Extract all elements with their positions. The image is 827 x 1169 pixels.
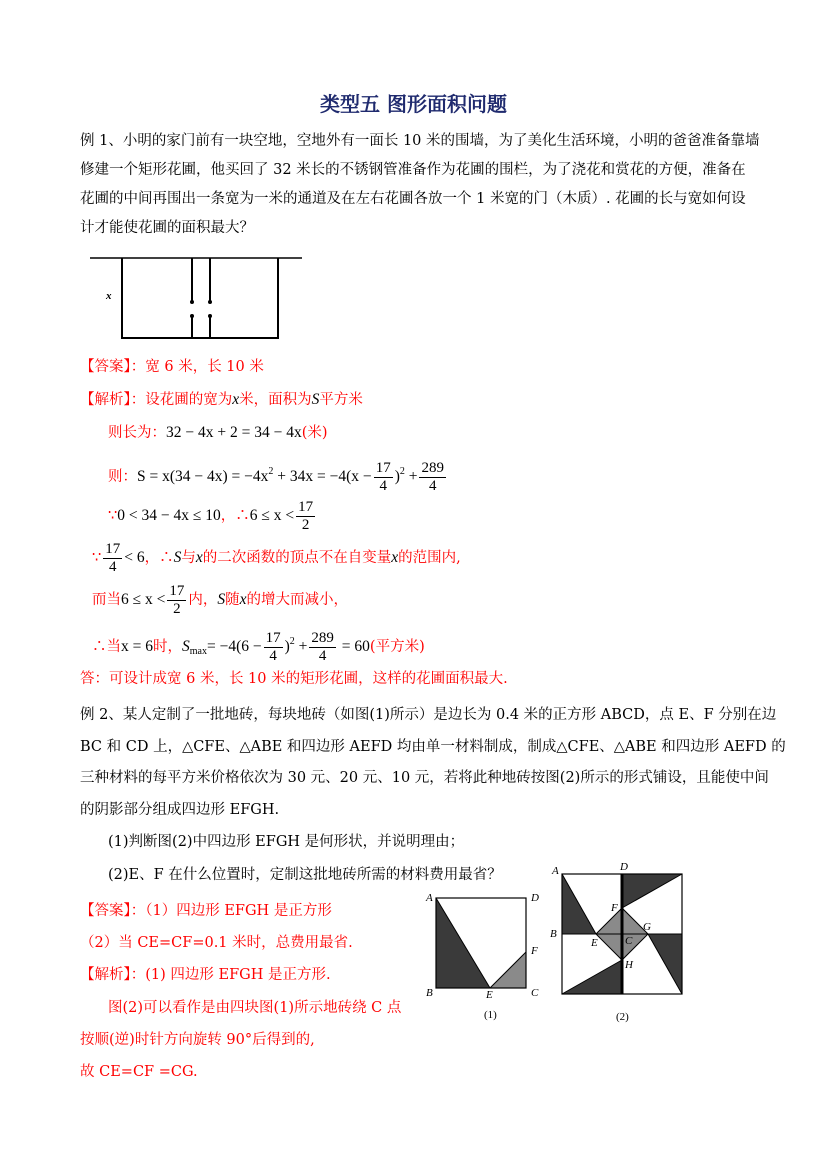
analysis-text: 平方米 <box>319 392 363 408</box>
analysis-text: 米，面积为 <box>239 392 312 408</box>
fig2-caption: (2) <box>616 1011 629 1023</box>
text: 的二次函数的顶点不在自变量 <box>202 550 392 566</box>
fig2-label-h: H <box>625 959 633 971</box>
var-s: S <box>173 549 182 566</box>
text: 的范围内, <box>398 550 461 566</box>
max-expr: = −4(6 − <box>206 638 262 655</box>
s-prefix: 则： <box>108 469 137 485</box>
analysis-text: ：(1) 四边形 EFGH 是正方形. <box>130 967 331 983</box>
fig2-label-f: F <box>611 902 618 914</box>
text: 当 <box>106 639 121 655</box>
ex2-answer-2: （2）当 CE=CF=0.1 米时，总费用最省. <box>80 935 353 951</box>
analysis-tag: 【解析】 <box>80 967 131 983</box>
inequality: 0 < 34 − 4x ≤ 10 <box>117 507 221 524</box>
var-s: S <box>311 391 320 408</box>
example-1-problem <box>80 127 760 243</box>
analysis-text: ：设花圃的宽为 <box>130 392 233 408</box>
var-x: x <box>195 549 203 566</box>
text: 时， <box>153 639 182 655</box>
fraction <box>167 583 186 618</box>
numerator: 17 <box>298 498 314 515</box>
unit: (平方米) <box>369 639 425 655</box>
area-expression <box>108 450 448 499</box>
garden-diagram <box>90 252 310 347</box>
ex1-conclusion: 答：可设计成宽 6 米，长 10 米的矩形花圃，这样的花圃面积最大. <box>80 671 508 687</box>
fig2-label-c: C <box>625 935 633 947</box>
fig2-label-a: A <box>552 865 559 877</box>
fig1-label-a: A <box>426 892 433 904</box>
text: 随 <box>225 592 240 608</box>
max-expr: + <box>294 638 308 655</box>
answer-text: ：（1）四边形 EFGH 是正方形 <box>130 903 332 919</box>
fig1-caption: (1) <box>484 1009 497 1021</box>
fraction <box>296 499 315 534</box>
exponent: 2 <box>289 636 295 647</box>
exponent: 2 <box>399 466 405 477</box>
s-expr: S = x(34 − 4x) = −4x <box>137 468 269 485</box>
ex2-line: 的阴影部分组成四边形 EFGH. <box>80 801 280 818</box>
max-expr: x = 6 <box>121 638 153 655</box>
page-title: 类型五 图形面积问题 <box>320 92 507 116</box>
ex2-analysis-2: 图(2)可以看作是由四块图(1)所示地砖绕 C 点 <box>108 1000 402 1016</box>
var-x: x <box>239 591 247 608</box>
question-1: (1)判断图(2)中四边形 EFGH 是何形状，并说明理由； <box>108 834 465 850</box>
fig2-label-d: D <box>620 861 628 873</box>
comma: ， <box>144 550 160 566</box>
answer-tag: 【答案】 <box>80 903 131 919</box>
ex1-line: 花圃的中间再围出一条宽为一米的通道及在左右花圃各放一个 1 米宽的门（木质）. 花圃的长与宽如何设 <box>80 191 746 207</box>
denominator: 4 <box>428 477 437 494</box>
fig2-label-g: G <box>643 921 651 933</box>
var-x: x <box>232 391 240 408</box>
ex1-line: 计才能使花圃的面积最大？ <box>80 220 254 236</box>
inequality: < 6 <box>124 549 145 566</box>
question-2: (2)E、F 在什么位置时，定制这批地砖所需的材料费用最省？ <box>108 867 502 883</box>
numerator: 17 <box>169 582 185 599</box>
therefore-symbol: ∴ <box>235 508 250 524</box>
because-symbol: ∵ <box>108 508 118 524</box>
ex2-analysis-1 <box>80 961 331 990</box>
text: 与 <box>181 550 196 566</box>
because-symbol: ∵ <box>92 550 102 566</box>
inequality: 6 ≤ x < <box>121 591 166 608</box>
ex2-analysis-4: 故 CE=CF =CG. <box>80 1064 198 1080</box>
denominator: 2 <box>173 600 181 617</box>
numerator: 17 <box>105 540 121 557</box>
ex2-line: 三种材料的每平方米价格依次为 30 元、20 元、10 元，若将此种地砖按图(2)所示的形式铺设，且能使中间 <box>80 770 769 786</box>
var-s: S <box>217 591 226 608</box>
s-expr: ) <box>394 468 400 485</box>
ex1-line: 修建一个矩形花圃，他买回了 32 米长的不锈钢管准备作为花圃的围栏，为了浇花和赏花的方便，准备在 <box>80 162 746 178</box>
denominator: 4 <box>379 477 387 494</box>
ex1-analysis <box>80 385 363 415</box>
var-x: x <box>391 549 399 566</box>
answer-text: ：宽 6 米，长 10 米 <box>130 359 264 375</box>
inequality-line <box>108 494 317 538</box>
comma: ， <box>220 508 236 524</box>
therefore-symbol: ∴ <box>159 550 174 566</box>
tile-figure-1 <box>424 888 544 1028</box>
numerator: 289 <box>311 629 334 646</box>
ex2-answer-1 <box>80 897 332 926</box>
max-expr: ) <box>284 638 290 655</box>
example-2-problem <box>80 700 786 826</box>
length-prefix: 则长为： <box>108 425 166 441</box>
numerator: 17 <box>375 459 391 476</box>
text: 内， <box>188 592 218 608</box>
denominator: 2 <box>301 516 310 533</box>
fig2-label-e: E <box>591 937 598 949</box>
fraction <box>103 541 122 576</box>
fig2-label-b: B <box>550 928 557 940</box>
ex1-line: 例 1、小明的家门前有一块空地，空地外有一面长 10 米的围墙，为了美化生活环境，小明的爸爸准备靠墙 <box>80 133 760 149</box>
fraction <box>264 630 283 665</box>
length-line <box>108 418 328 448</box>
monotone-line <box>92 578 348 622</box>
fig1-label-b: B <box>426 987 433 999</box>
vertex-line <box>92 536 461 580</box>
fig1-label-f: F <box>531 945 538 957</box>
numerator: 17 <box>265 629 281 646</box>
fraction <box>374 460 393 495</box>
max-expr: = 60 <box>337 638 370 655</box>
analysis-tag: 【解析】 <box>80 392 131 408</box>
length-expr: 32 − 4x + 2 = 34 − 4x <box>166 424 302 441</box>
inequality: 6 ≤ x < <box>249 507 295 524</box>
fig1-label-d: D <box>531 892 539 904</box>
var-s: S <box>182 638 190 655</box>
fig1-label-e: E <box>486 989 493 1001</box>
fraction <box>309 630 336 665</box>
denominator: 4 <box>269 647 277 664</box>
text: 而当 <box>92 592 121 608</box>
subscript: max <box>189 646 207 657</box>
exponent: 2 <box>268 466 274 477</box>
answer-tag: 【答案】 <box>80 359 131 375</box>
ex2-analysis-3: 按顺(逆)时针方向旋转 90°后得到的, <box>80 1032 315 1048</box>
length-unit: (米) <box>301 425 328 441</box>
ex1-answer <box>80 353 264 382</box>
ex2-line: 例 2、某人定制了一批地砖，每块地砖（如图(1)所示）是边长为 0.4 米的正方形 ABCD，点 E、F 分别在边 <box>80 707 777 723</box>
tile-figure-2 <box>548 860 698 1030</box>
fraction <box>419 460 446 495</box>
ex2-line: BC 和 CD 上，△CFE、△ABE 和四边形 AEFD 均由单一材料制成，制成△CFE、△ABE 和四边形 AEFD 的 <box>80 738 786 755</box>
text: 的增大而减小， <box>246 592 349 608</box>
numerator: 289 <box>421 459 444 476</box>
s-expr: + 34x = −4(x − <box>273 468 372 485</box>
denominator: 4 <box>108 558 117 575</box>
width-label: x <box>106 290 112 302</box>
fig1-label-c: C <box>531 987 539 999</box>
therefore-symbol: ∴ <box>92 639 107 655</box>
denominator: 4 <box>318 647 327 664</box>
s-expr: + <box>404 468 418 485</box>
